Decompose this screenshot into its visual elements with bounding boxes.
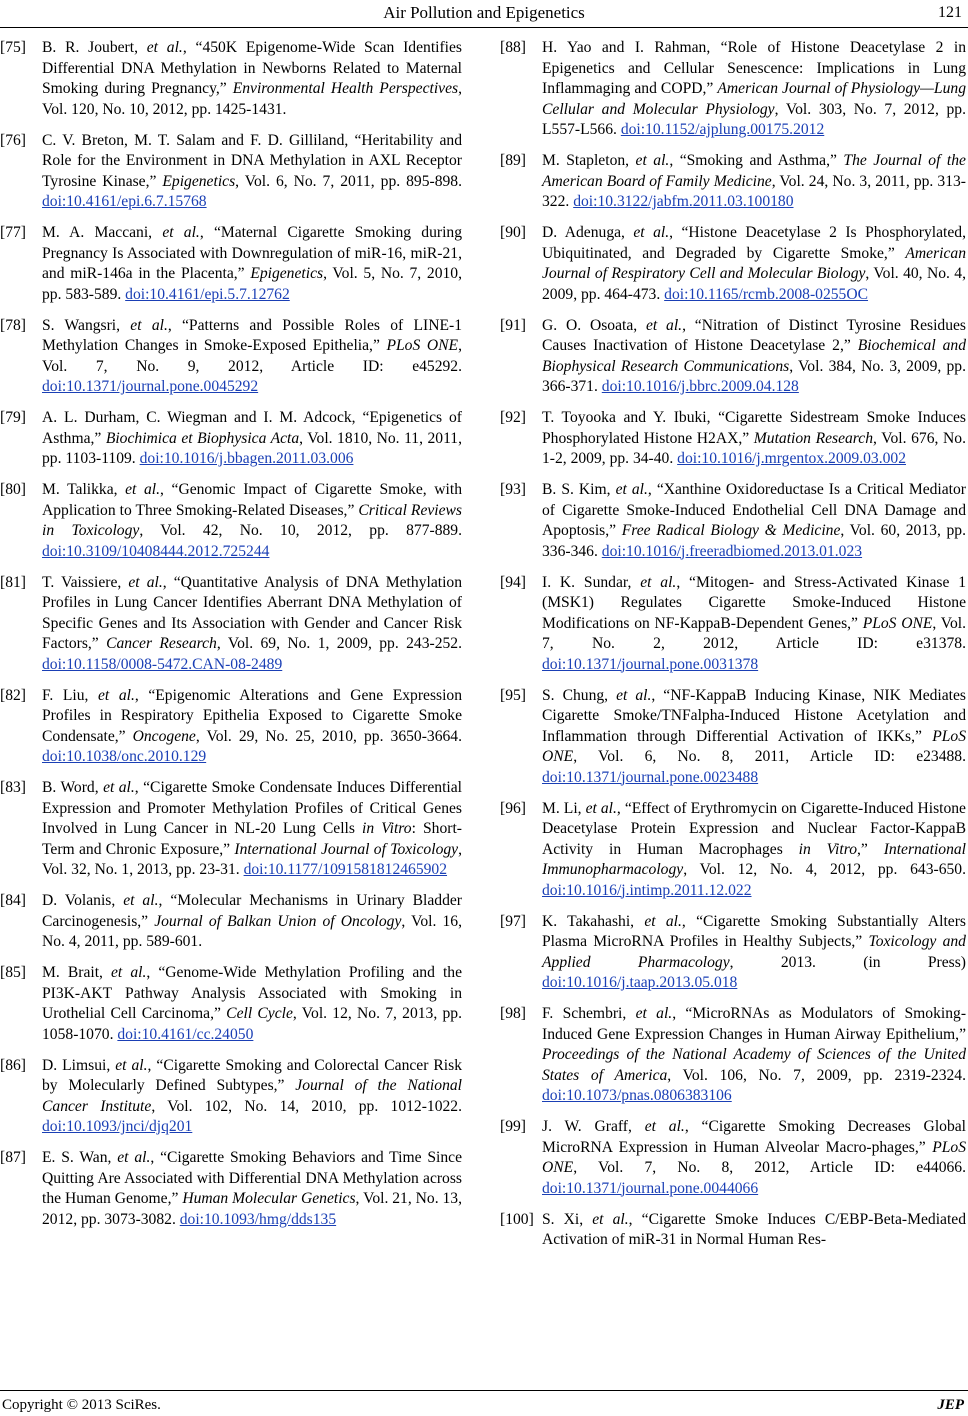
reference-text: , “MicroRNAs as Modulators of Smoking-Induced Gene Expression Changes in Human Airway Epithelium,” xyxy=(542,1005,967,1043)
reference-text: D. Adenuga, xyxy=(542,224,634,241)
reference-text: , “Cigarette Smoking Decreases Global MicroRNA Expression in Human Alveolar Macro-phages,” xyxy=(542,1118,967,1156)
reference-number: [82] xyxy=(0,686,26,704)
reference-number: [94] xyxy=(500,573,526,591)
reference-number: [85] xyxy=(0,964,26,981)
italic-text: et al. xyxy=(146,39,183,56)
reference-number: [93] xyxy=(500,481,526,498)
doi-link[interactable]: doi:10.1016/j.mrgentox.2009.03.002 xyxy=(677,450,906,467)
reference-text: , Vol. 5, No. 7, 2010, pp. 583-589. xyxy=(42,265,462,303)
doi-link[interactable]: doi:10.1016/j.intimp.2011.12.022 xyxy=(542,881,752,899)
doi-link[interactable]: doi:10.1177/1091581812465902 xyxy=(243,861,448,878)
italic-text: Biochimica et Biophysica Acta xyxy=(105,429,300,447)
reference-text: , Vol. 69, No. 1, 2009, pp. 243-252. xyxy=(216,635,463,652)
doi-link[interactable]: doi:10.3122/jabfm.2011.03.100180 xyxy=(573,193,794,210)
doi-link[interactable]: doi:10.1016/j.taap.2013.05.018 xyxy=(542,974,738,991)
reference-text: , “Xanthine Oxidoreductase Is a Critical Mediator of Cigarette Smoke-Induced Endothelial Cell DNA Damage and Apoptosis,” xyxy=(542,481,966,539)
reference-text: , Vol. 12, No. 7, 2013, pp. 1058-1070. xyxy=(42,1005,462,1043)
reference-text: , Vol. 6, No. 8, 2011, Article ID: e23488. xyxy=(573,748,966,765)
reference-text: , Vol. 16, No. 4, 2011, pp. 589-601. xyxy=(42,912,463,950)
reference-text: , Vol. 7, No. 2, 2012, Article ID: e31378. xyxy=(542,614,966,652)
page-number: 121 xyxy=(938,4,962,21)
italic-text: Cell Cycle xyxy=(226,1005,293,1022)
italic-text: Journal of Balkan Union of Oncology xyxy=(154,912,402,930)
copyright-notice: Copyright © 2013 SciRes. xyxy=(2,1397,161,1413)
italic-text: et al. xyxy=(635,1005,673,1022)
italic-text: et al. xyxy=(103,779,135,796)
italic-text: et al. xyxy=(592,1210,629,1228)
italic-text: et al. xyxy=(615,481,648,498)
reference-text: , “Molecular Mechanisms in Urinary Bladder Carcinogenesis,” xyxy=(42,892,463,930)
reference-text: , “Patterns and Possible Roles of LINE-1 Methylation Changes in Smoke-Exposed Epithelia,” xyxy=(42,316,462,354)
reference-text: S. Xi, xyxy=(542,1210,593,1228)
reference-text: I. K. Sundar, xyxy=(542,573,641,591)
italic-text: Toxicology and Applied Pharmacology xyxy=(542,933,966,971)
reference-text: F. Schembri, xyxy=(542,1005,636,1022)
reference-text: M. A. Maccani, xyxy=(42,224,163,241)
reference-entry xyxy=(500,1117,966,1199)
reference-entry xyxy=(0,131,462,213)
reference-text: T. Toyooka and Y. Ibuki, “Cigarette Sidestream Smoke Induces Phosphorylated Histone H2AX,” xyxy=(542,409,966,447)
reference-text: , 2013. (in Press) xyxy=(729,953,967,971)
italic-text: Free Radical Biology & Medicine xyxy=(621,522,841,539)
reference-entry xyxy=(0,316,462,398)
reference-text: , “Genome-Wide Methylation Profiling and the PI3K-AKT Pathway Analysis Associated with Smoking in Urothelial Cell Carcinoma,” xyxy=(42,964,463,1022)
reference-text: M. Stapleton, xyxy=(542,152,636,169)
reference-entry xyxy=(500,686,966,789)
reference-text: , “Epigenomic Alterations and Gene Expression Profiles in Respiratory Epithelia Exposed to Cigarette Smoke Condensate,” xyxy=(42,686,463,745)
reference-text: , Vol. 32, No. 1, 2013, pp. 23-31. xyxy=(42,840,462,878)
italic-text: et al. xyxy=(130,316,168,334)
doi-link[interactable]: doi:10.1016/j.freeradbiomed.2013.01.023 xyxy=(601,542,863,560)
italic-text: Oncogene xyxy=(132,727,196,745)
reference-entry xyxy=(500,223,966,305)
reference-text: , Vol. 676, No. 1-2, 2009, pp. 34-40. xyxy=(542,429,967,467)
reference-number: [96] xyxy=(500,799,526,817)
reference-text: B. S. Kim, xyxy=(542,481,616,498)
reference-text: , Vol. 21, No. 13, 2012, pp. 3073-3082. xyxy=(42,1190,462,1228)
reference-entry xyxy=(500,799,966,902)
reference-text: , “Maternal Cigarette Smoking during Pregnancy Is Associated with Downregulation of miR-16, miR-21, and miR-146a in the Placenta,” xyxy=(42,224,463,282)
header-rule xyxy=(0,27,968,28)
reference-number: [90] xyxy=(500,224,526,241)
italic-text: et al. xyxy=(633,224,670,241)
journal-abbreviation: JEP xyxy=(937,1397,964,1413)
doi-link[interactable]: doi:10.4161/epi.6.7.15768 xyxy=(42,193,207,210)
reference-text: F. Liu, xyxy=(42,686,99,704)
reference-entry xyxy=(0,686,462,768)
italic-text: American Journal of Respiratory Cell and Molecular Biology xyxy=(542,244,966,282)
italic-text: PLoS ONE xyxy=(386,337,459,354)
italic-text: Proceedings of the National Academy of Sciences of the United States of America xyxy=(542,1046,966,1084)
reference-entry xyxy=(500,1210,966,1251)
italic-text: et al. xyxy=(98,686,135,704)
doi-link[interactable]: doi:10.1038/onc.2010.129 xyxy=(42,748,207,765)
reference-number: [84] xyxy=(0,892,26,909)
italic-text: International Journal of Toxicology xyxy=(234,840,459,858)
reference-text: , Vol. 40, No. 4, 2009, pp. 464-473. xyxy=(542,265,966,303)
reference-entry xyxy=(0,408,462,470)
doi-link[interactable]: doi:10.4161/epi.5.7.12762 xyxy=(125,285,290,303)
reference-text: A. L. Durham, C. Wiegman and I. M. Adcock, “Epigenetics of Asthma,” xyxy=(42,409,462,447)
reference-number: [99] xyxy=(500,1118,526,1135)
italic-text: in Vitro xyxy=(798,840,858,858)
reference-number: [75] xyxy=(0,39,26,56)
reference-text: , “Effect of Erythromycin on Cigarette-Induced Histone Deacetylase Protein Expression and Nuclear Factor-KappaB Activity in Human Macrophages xyxy=(542,799,966,858)
reference-column-left xyxy=(0,38,462,1241)
italic-text: Mutation Research xyxy=(753,429,874,447)
reference-text: , “450K Epigenome-Wide Scan Identifies Differential DNA Methylation in Newborns Related to Maternal Smoking during Pregnancy,” xyxy=(42,39,463,97)
doi-link[interactable]: doi:10.1371/journal.pone.0045292 xyxy=(42,378,259,395)
running-header xyxy=(0,2,968,26)
reference-number: [80] xyxy=(0,481,26,498)
reference-text: , “Cigarette Smoking Behaviors and Time Since Quitting Are Associated with Differential DNA Methylation across the Human Genome,” xyxy=(42,1149,463,1207)
doi-link[interactable]: doi:10.1093/jnci/djq201 xyxy=(42,1118,193,1135)
italic-text: et al. xyxy=(644,1118,685,1135)
italic-text: PLoS ONE xyxy=(542,1138,966,1176)
italic-text: et al. xyxy=(640,573,677,591)
italic-text: et al. xyxy=(117,1149,151,1166)
italic-text: The Journal of the American Board of Family Medicine xyxy=(542,152,966,190)
reference-text: B. R. Joubert, xyxy=(42,39,147,56)
reference-text: D. Limsui, xyxy=(42,1056,116,1074)
reference-text: , “Cigarette Smoke Induces C/EBP-Beta-Mediated Activation of miR-31 in Normal Human Res- xyxy=(542,1210,966,1248)
reference-text: , Vol. 106, No. 7, 2009, pp. 2319-2324. xyxy=(667,1066,966,1084)
reference-text: , Vol. 6, No. 7, 2011, pp. 895-898. xyxy=(235,172,462,190)
reference-text: B. Word, xyxy=(42,779,104,796)
italic-text: PLoS ONE xyxy=(542,727,966,765)
italic-text: American Journal of Physiology—Lung Cellular and Molecular Physiology xyxy=(542,80,966,118)
reference-text: , Vol. 7, No. 9, 2012, Article ID: e45292. xyxy=(42,337,462,375)
reference-number: [97] xyxy=(500,912,526,930)
italic-text: et al. xyxy=(162,224,200,241)
doi-link[interactable]: doi:10.1371/journal.pone.0023488 xyxy=(542,768,759,786)
reference-number: [91] xyxy=(500,316,526,334)
reference-text: , “Histone Deacetylase 2 Is Phosphorylated, Ubiquitinated, and Degraded by Cigarette Smoke,” xyxy=(542,224,966,262)
italic-text: Journal of the National Cancer Institute xyxy=(42,1077,462,1115)
reference-entry xyxy=(500,573,966,676)
italic-text: et al. xyxy=(115,1056,148,1074)
doi-link[interactable]: doi:10.1016/j.bbagen.2011.03.006 xyxy=(139,450,354,467)
reference-text: , Vol. 29, No. 25, 2010, pp. 3650-3664. xyxy=(195,727,462,745)
reference-text: , Vol. 102, No. 14, 2010, pp. 1012-1022. xyxy=(151,1097,462,1115)
reference-entry xyxy=(500,1004,966,1107)
reference-number: [87] xyxy=(0,1149,26,1166)
reference-column-right xyxy=(500,38,966,1261)
reference-text: , “NF-KappaB Inducing Kinase, NIK Mediates Cigarette Smoke/TNFalpha-Induced Histone Acetylation and Inflammation through Differential Activation of IKKs,” xyxy=(542,686,966,745)
reference-text: K. Takahashi, xyxy=(542,912,645,930)
reference-entry xyxy=(500,38,966,141)
reference-number: [78] xyxy=(0,316,26,334)
reference-entry xyxy=(0,38,462,120)
italic-text: et al. xyxy=(585,799,617,817)
reference-entry xyxy=(0,1056,462,1138)
doi-link[interactable]: doi:10.3109/10408444.2012.725244 xyxy=(42,542,270,560)
reference-number: [79] xyxy=(0,409,26,426)
italic-text: Critical Reviews in Toxicology xyxy=(42,501,463,539)
reference-text: : Short-Term and Chronic Exposure,” xyxy=(42,820,462,858)
italic-text: Cancer Research xyxy=(106,635,217,652)
reference-entry xyxy=(500,912,966,994)
reference-text: , Vol. 1810, No. 11, 2011, pp. 1103-1109. xyxy=(42,429,462,467)
italic-text: et al. xyxy=(123,892,159,909)
reference-number: [83] xyxy=(0,779,26,796)
reference-entry xyxy=(500,480,966,562)
italic-text: et al. xyxy=(644,912,682,930)
reference-text: , “Genomic Impact of Cigarette Smoke, with Application to Three Smoking-Related Diseases,” xyxy=(42,481,462,519)
reference-text: , Vol. 384, No. 3, 2009, pp. 366-371. xyxy=(542,357,966,395)
reference-text: , “Cigarette Smoking Substantially Alters Plasma MicroRNA Profiles in Healthy Subjects,” xyxy=(542,912,966,950)
doi-link[interactable]: doi:10.1165/rcmb.2008-0255OC xyxy=(664,285,869,303)
italic-text: Epigenetics xyxy=(250,265,324,282)
doi-link[interactable]: doi:10.1371/journal.pone.0044066 xyxy=(542,1179,759,1197)
reference-text: S. Chung, xyxy=(542,686,617,704)
reference-entry xyxy=(0,223,462,305)
doi-link[interactable]: doi:10.1158/0008-5472.CAN-08-2489 xyxy=(42,655,283,673)
reference-text: , Vol. 12, No. 4, 2012, pp. 643-650. xyxy=(683,861,966,878)
reference-text: T. Vaissiere, xyxy=(42,573,129,591)
italic-text: et al. xyxy=(128,573,163,591)
reference-text: ,” xyxy=(857,840,884,858)
reference-text: , “Smoking and Asthma,” xyxy=(669,152,844,169)
reference-number: [81] xyxy=(0,573,26,591)
italic-text: et al. xyxy=(125,481,161,498)
doi-link[interactable]: doi:10.1016/j.bbrc.2009.04.128 xyxy=(601,378,799,395)
doi-link[interactable]: doi:10.1073/pnas.0806383106 xyxy=(542,1087,732,1104)
italic-text: et al. xyxy=(111,964,147,981)
footer-rule xyxy=(0,1390,968,1391)
reference-number: [86] xyxy=(0,1056,26,1074)
italic-text: Human Molecular Genetics xyxy=(182,1190,356,1207)
reference-text: G. O. Osoata, xyxy=(542,316,646,334)
italic-text: in Vitro xyxy=(362,820,412,837)
reference-text: , Vol. 42, No. 10, 2012, pp. 877-889. xyxy=(139,522,462,539)
reference-entry xyxy=(500,316,966,398)
italic-text: Biochemical and Biophysical Research Communications xyxy=(542,337,966,375)
reference-text: , “Nitration of Distinct Tyrosine Residues Causes Inactivation of Histone Deacetylase 2,” xyxy=(542,316,966,354)
reference-text: , “Quantitative Analysis of DNA Methylation Profiles in Lung Cancer Identifies Aberrant DNA Methylation of Specific Genes and Its Association with Gender and Cancer Risk Factors,” xyxy=(42,573,462,652)
reference-entry xyxy=(0,1148,462,1230)
reference-text: D. Volanis, xyxy=(42,892,124,909)
reference-entry xyxy=(500,408,966,470)
reference-text: M. Brait, xyxy=(42,964,112,981)
italic-text: et al. xyxy=(616,686,652,704)
reference-text: M. Talikka, xyxy=(42,481,126,498)
reference-entry xyxy=(500,151,966,213)
reference-number: [77] xyxy=(0,224,26,241)
reference-number: [95] xyxy=(500,686,526,704)
italic-text: International Immunopharmacology xyxy=(542,840,967,878)
reference-entry xyxy=(0,963,462,1045)
reference-number: [92] xyxy=(500,409,526,426)
reference-text: , Vol. 303, No. 7, 2012, pp. L557-L566. xyxy=(542,100,966,138)
reference-text: , Vol. 120, No. 10, 2012, pp. 1425-1431. xyxy=(42,80,462,118)
italic-text: Epigenetics xyxy=(162,172,236,190)
reference-number: [100] xyxy=(500,1210,534,1228)
reference-text: , Vol. 24, No. 3, 2011, pp. 313-322. xyxy=(542,172,966,210)
reference-number: [98] xyxy=(500,1005,526,1022)
reference-entry xyxy=(0,778,462,881)
reference-number: [88] xyxy=(500,39,526,56)
running-title: Air Pollution and Epigenetics xyxy=(383,3,585,22)
doi-link[interactable]: doi:10.1093/hmg/dds135 xyxy=(179,1210,337,1228)
reference-text: , Vol. 7, No. 8, 2012, Article ID: e44066. xyxy=(573,1159,966,1176)
reference-text: E. S. Wan, xyxy=(42,1149,118,1166)
reference-number: [76] xyxy=(0,131,26,149)
doi-link[interactable]: doi:10.1371/journal.pone.0031378 xyxy=(542,655,759,673)
doi-link[interactable]: doi:10.1152/ajplung.00175.2012 xyxy=(620,121,825,138)
reference-number: [89] xyxy=(500,152,526,169)
reference-entry xyxy=(0,891,462,953)
reference-entry xyxy=(0,573,462,676)
reference-text: S. Wangsri, xyxy=(42,316,131,334)
doi-link[interactable]: doi:10.4161/cc.24050 xyxy=(117,1025,254,1043)
reference-entry xyxy=(0,480,462,562)
reference-text: M. Li, xyxy=(542,799,586,817)
reference-text: J. W. Graff, xyxy=(542,1118,645,1135)
reference-text: , “Cigarette Smoke Condensate Induces Differential Expression and Promoter Methylation Profiles of Critical Genes Involved in Lung Cancer in NL-20 Lung Cells xyxy=(42,779,462,837)
reference-text: , “Mitogen- and Stress-Activated Kinase 1 (MSK1) Regulates Cigarette Smoke-Induced Histone Modifications on NF-KappaB-Dependent Genes,” xyxy=(542,573,967,632)
reference-text: , Vol. 60, 2013, pp. 336-346. xyxy=(542,522,966,560)
reference-text: , “Cigarette Smoking and Colorectal Cancer Risk by Molecularly Defined Subtypes,” xyxy=(42,1056,462,1094)
italic-text: Environmental Health Perspectives xyxy=(232,80,459,97)
italic-text: et al. xyxy=(635,152,670,169)
page-footer xyxy=(0,1395,968,1415)
italic-text: et al. xyxy=(645,316,683,334)
reference-text: C. V. Breton, M. T. Salam and F. D. Gilliland, “Heritability and Role for the Environment in DNA Methylation in AXL Receptor Tyrosine Kinase,” xyxy=(42,131,462,190)
reference-text: H. Yao and I. Rahman, “Role of Histone Deacetylase 2 in Epigenetics and Cellular Senescence: Implications in Lung Inflammaging and COPD,” xyxy=(542,39,966,97)
italic-text: PLoS ONE xyxy=(862,614,933,632)
